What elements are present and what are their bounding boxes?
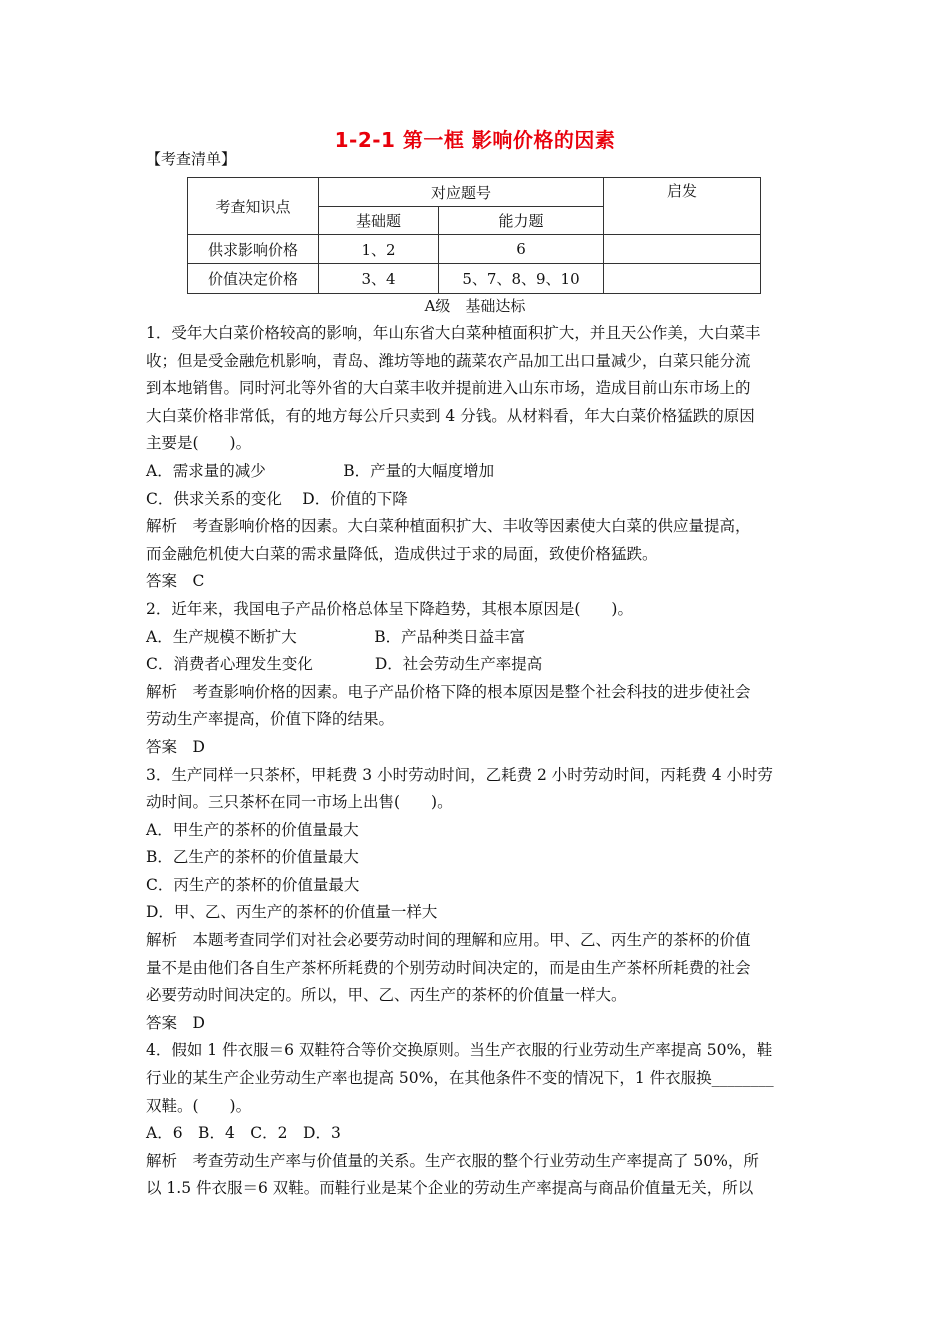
- row-ability: 6: [439, 235, 604, 264]
- table-row: [188, 235, 761, 264]
- row-inspire: [604, 264, 761, 294]
- option-line: A．生产规模不断扩大 B．产品种类日益丰富: [146, 627, 526, 646]
- text-line: 主要是( )。: [146, 434, 252, 453]
- answer-line: 答案 D: [146, 737, 205, 756]
- table-row: [188, 264, 761, 294]
- answer-line: 答案 C: [146, 572, 205, 591]
- row-inspire: [604, 235, 761, 264]
- answer-line: 答案 D: [146, 1013, 205, 1032]
- text-line: 收；但是受金融危机影响，青岛、潍坊等地的蔬菜农产品加工出口量减少，白菜只能分流: [146, 351, 751, 370]
- header-inspire: 启发: [604, 178, 761, 235]
- row-topic: 供求影响价格: [188, 235, 319, 264]
- row-basic: 1、2: [319, 235, 439, 264]
- analysis-line: 解析 本题考查同学们对社会必要劳动时间的理解和应用。甲、乙、丙生产的茶杯的价值: [146, 931, 751, 950]
- header-knowledge: 考查知识点: [188, 178, 319, 235]
- row-ability: 5、7、8、9、10: [439, 264, 604, 294]
- row-topic: 价值决定价格: [188, 264, 319, 294]
- header-question-no: 对应题号: [319, 178, 604, 207]
- text-line: 1．受年大白菜价格较高的影响，年山东省大白菜种植面积扩大，并且天公作美，大白菜丰: [146, 324, 761, 342]
- analysis-line: 劳动生产率提高，价值下降的结果。: [146, 710, 395, 729]
- text-line: 动时间。三只茶杯在同一市场上出售( )。: [146, 793, 453, 812]
- text-line: 4．假如 1 件衣服＝6 双鞋符合等价交换原则。当生产衣服的行业劳动生产率提高 50%，鞋: [146, 1041, 773, 1060]
- header-basic: 基础题: [319, 207, 439, 235]
- text-line: 行业的某生产企业劳动生产率也提高 50%，在其他条件不变的情况下，1 件衣服换________: [146, 1069, 774, 1088]
- option-line: A．甲生产的茶杯的价值量最大: [146, 820, 359, 839]
- text-line: 双鞋。( )。: [146, 1096, 252, 1115]
- page-title: 1-2-1 第一框 影响价格的因素: [334, 128, 616, 152]
- option-line: B．乙生产的茶杯的价值量最大: [146, 848, 359, 867]
- checklist-label: 【考查清单】: [146, 150, 237, 168]
- analysis-line: 解析 考查影响价格的因素。电子产品价格下降的根本原因是整个社会科技的进步使社会: [146, 682, 751, 701]
- analysis-line: 必要劳动时间决定的。所以，甲、乙、丙生产的茶杯的价值量一样大。: [146, 986, 627, 1005]
- option-line: C．供求关系的变化 D．价值的下降: [146, 489, 408, 508]
- row-basic: 3、4: [319, 264, 439, 294]
- analysis-line: 而金融危机使大白菜的需求量降低，造成供过于求的局面，致使价格猛跌。: [146, 544, 658, 563]
- option-line: A．6 B．4 C．2 D．3: [146, 1124, 341, 1143]
- level-heading: A级 基础达标: [424, 297, 526, 315]
- analysis-line: 解析 考查影响价格的因素。大白菜种植面积扩大、丰收等因素使大白菜的供应量提高，: [146, 517, 751, 536]
- question-body: [146, 320, 810, 1203]
- text-line: 3．生产同样一只茶杯，甲耗费 3 小时劳动时间，乙耗费 2 小时劳动时间，丙耗费 4 小时劳: [146, 765, 774, 784]
- text-line: 2．近年来，我国电子产品价格总体呈下降趋势，其根本原因是( )。: [146, 599, 633, 618]
- analysis-line: 以 1.5 件衣服＝6 双鞋。而鞋行业是某个企业的劳动生产率提高与商品价值量无关，所以: [146, 1179, 754, 1198]
- checklist-table: [187, 177, 761, 294]
- option-line: C．丙生产的茶杯的价值量最大: [146, 875, 360, 894]
- analysis-line: 解析 考查劳动生产率与价值量的关系。生产衣服的整个行业劳动生产率提高了 50%，所: [146, 1151, 759, 1170]
- text-line: 到本地销售。同时河北等外省的大白菜丰收并提前进入山东市场，造成目前山东市场上的: [146, 379, 751, 398]
- option-line: A．需求量的减少 B．产量的大幅度增加: [146, 461, 495, 480]
- option-line: C．消费者心理发生变化 D．社会劳动生产率提高: [146, 655, 543, 674]
- header-ability: 能力题: [439, 207, 604, 235]
- text-line: 大白菜价格非常低，有的地方每公斤只卖到 4 分钱。从材料看，年大白菜价格猛跌的原因: [146, 406, 755, 425]
- analysis-line: 量不是由他们各自生产茶杯所耗费的个别劳动时间决定的，而是由生产茶杯所耗费的社会: [146, 958, 751, 977]
- option-line: D．甲、乙、丙生产的茶杯的价值量一样大: [146, 903, 438, 922]
